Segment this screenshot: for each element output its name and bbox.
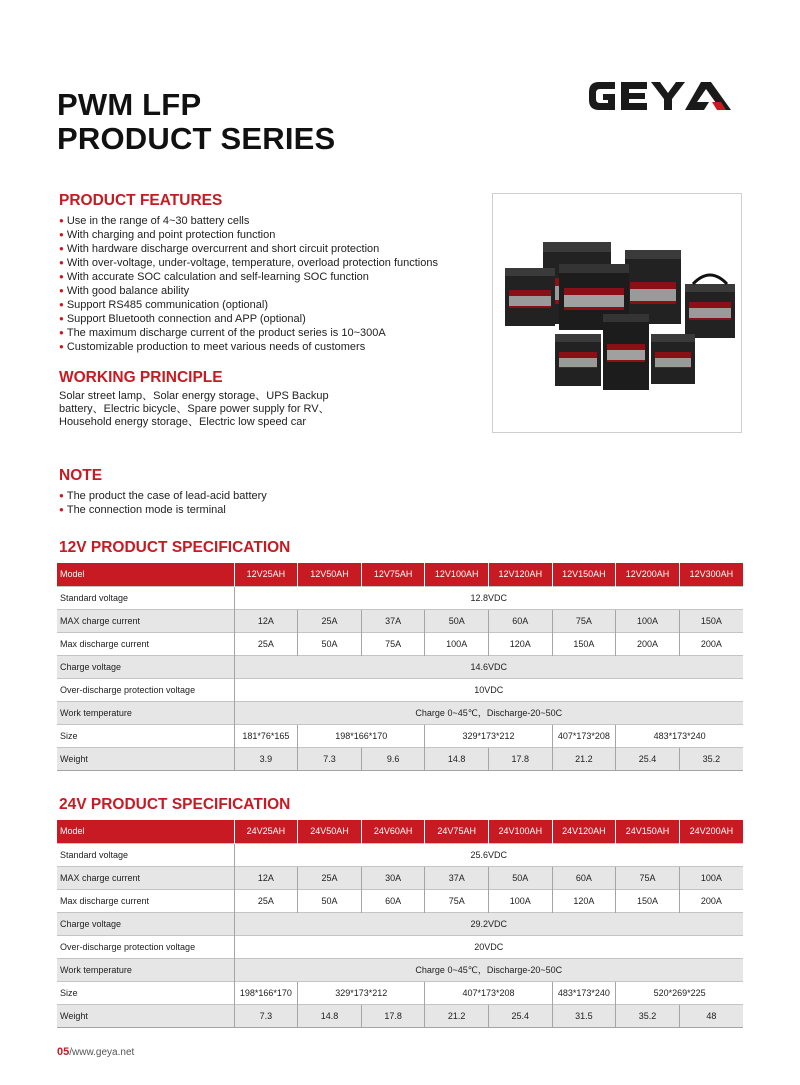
table-cell: 520*269*225 [616,981,743,1004]
header-model-cell: 12V50AH [298,563,362,586]
table-row [57,912,743,935]
table-cell: 75A [425,889,489,912]
row-label-cell: Weight [57,1004,234,1027]
table-cell: 483*173*240 [616,724,743,747]
battery-shape [625,250,681,324]
table-row [57,747,743,770]
table-cell: 50A [298,632,362,655]
table-cell: 483*173*240 [552,981,616,1004]
table-row [57,632,743,655]
table-cell: 37A [425,866,489,889]
table-cell: 60A [361,889,425,912]
table-cell: 60A [489,609,553,632]
table-cell: 10VDC [234,678,743,701]
table-cell: 75A [552,609,616,632]
list-item: ● Support RS485 communication (optional) [59,299,269,311]
product-photo [492,193,742,433]
features-list [59,214,438,354]
spec24-table [57,820,743,1028]
bullet-icon: ● [59,491,64,500]
table-cell: 181*76*165 [234,724,298,747]
table-cell: 407*173*208 [552,724,616,747]
row-label-cell: Max discharge current [57,889,234,912]
table-cell: 25A [234,889,298,912]
table-cell: 150A [679,609,743,632]
list-item: ● The connection mode is terminal [59,504,226,516]
table-cell: 7.3 [234,1004,298,1027]
table-cell: 200A [679,889,743,912]
table-row [57,958,743,981]
battery-group-illustration [493,194,742,433]
table-cell: 17.8 [489,747,553,770]
page-title [57,88,335,156]
bullet-icon: ● [59,216,64,225]
row-label-cell: Over-discharge protection voltage [57,678,234,701]
row-label-cell: Weight [57,747,234,770]
table-cell: 7.3 [298,747,362,770]
header-model-cell: 24V60AH [361,820,425,843]
table-cell: 100A [489,889,553,912]
table-cell: 17.8 [361,1004,425,1027]
battery-shape [651,334,695,384]
bullet-icon: ● [59,230,64,239]
row-label-cell: Charge voltage [57,912,234,935]
table-cell: 25A [298,609,362,632]
spec12-heading: 12V PRODUCT SPECIFICATION [59,539,291,556]
row-label-cell: MAX charge current [57,866,234,889]
row-label-cell: Work temperature [57,958,234,981]
table-row [57,843,743,866]
list-item: ● With hardware discharge overcurrent and short circuit protection [59,243,380,255]
table-cell: 31.5 [552,1004,616,1027]
header-model-cell: 24V150AH [616,820,680,843]
table-cell: 329*173*212 [298,981,425,1004]
table-cell: 25A [298,866,362,889]
header-model-cell: 12V200AH [616,563,680,586]
list-item: ● With over-voltage, under-voltage, temperature, overload protection functions [59,257,438,269]
row-label-cell: Max discharge current [57,632,234,655]
bullet-icon: ● [59,342,64,351]
table-cell: 29.2VDC [234,912,743,935]
header-model-cell: 12V120AH [489,563,553,586]
list-item: ● Use in the range of 4~30 battery cells [59,215,250,227]
row-label-cell: Over-discharge protection voltage [57,935,234,958]
table-cell: 100A [679,866,743,889]
bullet-icon: ● [59,272,64,281]
row-label-cell: MAX charge current [57,609,234,632]
table-row [57,1004,743,1027]
table-row [57,889,743,912]
list-item: ● Customizable production to meet various needs of customers [59,341,366,353]
table-cell: 407*173*208 [425,981,552,1004]
header-model-cell: 12V100AH [425,563,489,586]
row-label-cell: Size [57,724,234,747]
table-cell: 75A [616,866,680,889]
list-item: ● With accurate SOC calculation and self-learning SOC function [59,271,369,283]
header-label-cell: Model [57,820,234,843]
table-cell: 25.4 [616,747,680,770]
table-cell: 21.2 [552,747,616,770]
table-cell: 198*166*170 [298,724,425,747]
table-cell: 37A [361,609,425,632]
table-cell: 12.8VDC [234,586,743,609]
table-cell: 14.8 [298,1004,362,1027]
table-cell: 150A [616,889,680,912]
note-list [59,489,267,517]
table-cell: 48 [679,1004,743,1027]
header-model-cell: 24V25AH [234,820,298,843]
table-cell: 100A [616,609,680,632]
table-cell: 50A [298,889,362,912]
header-model-cell: 24V100AH [489,820,553,843]
table-row [57,678,743,701]
bullet-icon: ● [59,258,64,267]
table-cell: 35.2 [679,747,743,770]
table-cell: 14.8 [425,747,489,770]
table-cell: 35.2 [616,1004,680,1027]
header-model-cell: 12V25AH [234,563,298,586]
table-cell: 200A [679,632,743,655]
bullet-icon: ● [59,328,64,337]
row-label-cell: Charge voltage [57,655,234,678]
principle-heading: WORKING PRINCIPLE [59,369,223,386]
list-item: ● The product the case of lead-acid battery [59,490,267,502]
battery-shape [505,268,555,326]
table-row [57,609,743,632]
table-row [57,935,743,958]
bullet-icon: ● [59,244,64,253]
header-model-cell: 24V50AH [298,820,362,843]
table-cell: 198*166*170 [234,981,298,1004]
table-cell: 100A [425,632,489,655]
battery-shape [685,275,735,338]
table-cell: 25.4 [489,1004,553,1027]
table-cell: 14.6VDC [234,655,743,678]
table-cell: 329*173*212 [425,724,552,747]
row-label-cell: Size [57,981,234,1004]
table-cell: 200A [616,632,680,655]
row-label-cell: Work temperature [57,701,234,724]
bullet-icon: ● [59,314,64,323]
row-label-cell: Standard voltage [57,843,234,866]
header-model-cell: 12V300AH [679,563,743,586]
table-cell: 25A [234,632,298,655]
table-cell: 30A [361,866,425,889]
principle-text: Solar street lamp、Solar energy storage、UPS Backup battery、Electric bicycle、Spare power supply for RV、Household energy storage、Electric low speed car [59,390,330,428]
row-label-cell: Standard voltage [57,586,234,609]
bullet-icon: ● [59,300,64,309]
page-title-line-2: PRODUCT SERIES [57,121,336,156]
table-cell: 12A [234,609,298,632]
footer [57,1046,134,1058]
table-cell: 50A [425,609,489,632]
note-heading: NOTE [59,467,103,484]
table-cell: Charge 0~45℃，Discharge-20~50C [234,958,743,981]
table-cell: 50A [489,866,553,889]
table-cell: 75A [361,632,425,655]
table-cell: 25.6VDC [234,843,743,866]
table-cell: 120A [552,889,616,912]
list-item: ● With good balance ability [59,285,190,297]
spec12-table [57,563,743,771]
table-header-row [57,820,743,843]
table-cell: Charge 0~45℃，Discharge-20~50C [234,701,743,724]
table-cell: 21.2 [425,1004,489,1027]
table-cell: 150A [552,632,616,655]
footer-url[interactable]: /www.geya.net [69,1047,135,1058]
table-row [57,866,743,889]
list-item: ● The maximum discharge current of the product series is 10~300A [59,327,386,339]
table-header-row [57,563,743,586]
table-cell: 9.6 [361,747,425,770]
list-item: ● Support Bluetooth connection and APP (optional) [59,313,306,325]
table-cell: 12A [234,866,298,889]
bullet-icon: ● [59,286,64,295]
table-cell: 60A [552,866,616,889]
header-model-cell: 24V200AH [679,820,743,843]
header-model-cell: 24V120AH [552,820,616,843]
table-row [57,655,743,678]
header-model-cell: 12V75AH [361,563,425,586]
list-item: ● With charging and point protection function [59,229,276,241]
header-label-cell: Model [57,563,234,586]
geya-logo [585,76,745,116]
bullet-icon: ● [59,505,64,514]
table-row [57,981,743,1004]
table-row [57,724,743,747]
table-cell: 120A [489,632,553,655]
battery-shape [603,314,649,390]
page-number: 05 [57,1046,70,1058]
table-row [57,586,743,609]
features-heading: PRODUCT FEATURES [59,192,223,209]
spec24-heading: 24V PRODUCT SPECIFICATION [59,796,291,813]
table-cell: 3.9 [234,747,298,770]
page-title-line-1: PWM LFP [57,87,202,122]
table-row [57,701,743,724]
battery-shape [555,334,601,386]
header-model-cell: 24V75AH [425,820,489,843]
table-cell: 20VDC [234,935,743,958]
header-model-cell: 12V150AH [552,563,616,586]
